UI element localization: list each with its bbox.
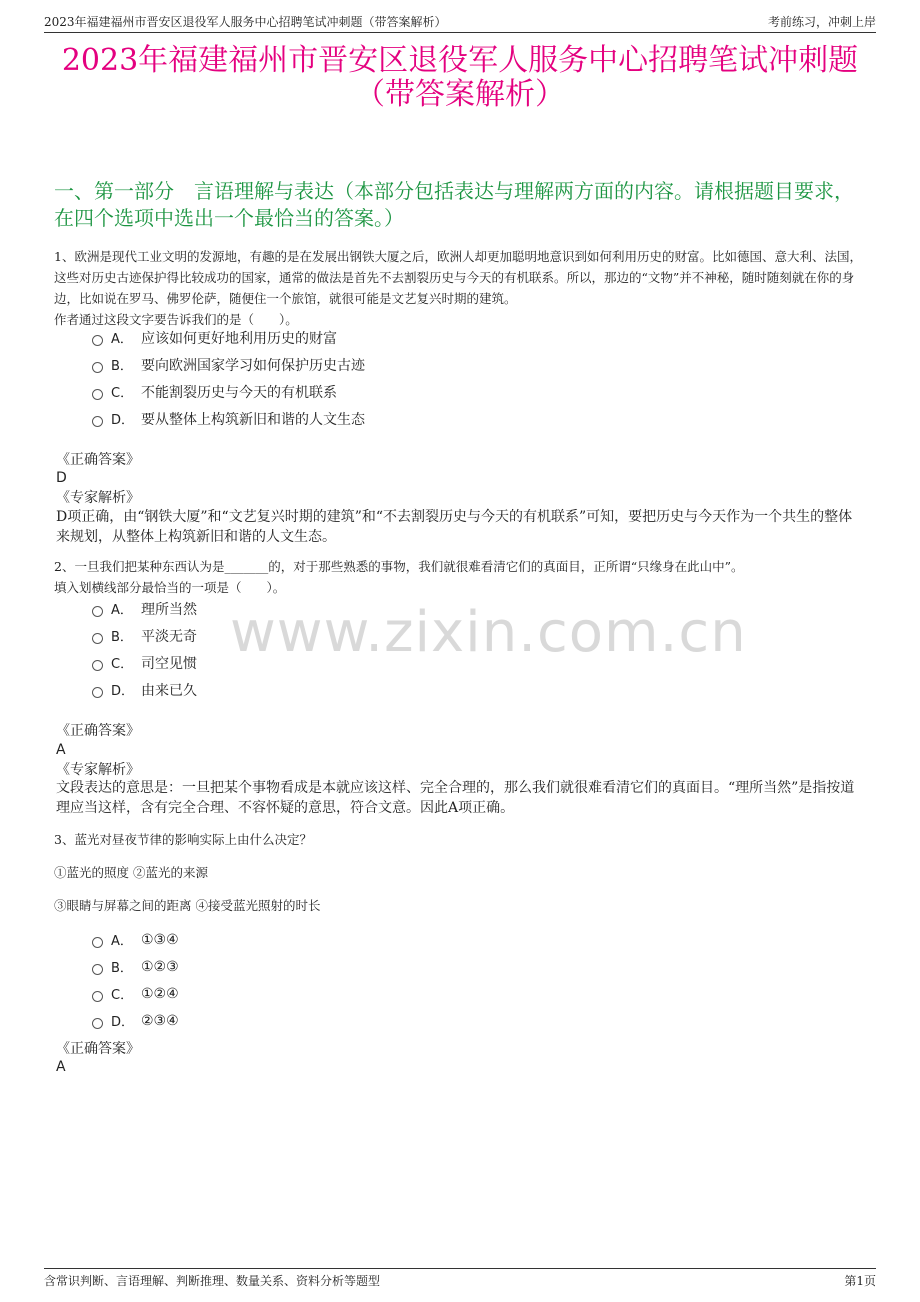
question-1-stem [54, 246, 872, 330]
question-3-sub-line-2: ③眼睛与屏幕之间的距离 ④接受蓝光照射的时长 [54, 898, 321, 913]
radio-icon[interactable] [92, 606, 103, 617]
question-1-text: 1、欧洲是现代工业文明的发源地，有趣的是在发展出钢铁大厦之后，欧洲人却更加聪明地意识到如何利用历史的财富。比如德国、意大利、法国，这些对历史古迹保护得比较成功的国家，通常的做法是首先不去割裂历史与今天的有机联系。所以，那边的“文物”并不神秘，随时随刻就在你的身边，比如说在罗马、佛罗伦萨，随便住一个旅馆，就很可能是文艺复兴时期的建筑。 [54, 249, 862, 306]
question-2-analysis-label: 《专家解析》 [56, 762, 140, 778]
page-number: 第1页 [844, 1274, 876, 1288]
running-footer [44, 1268, 876, 1289]
question-1-option-a[interactable]: A． 应该如何更好地利用历史的财富 [92, 324, 792, 351]
page-title-line-2: （带答案解析） [355, 77, 565, 112]
header-slogan: 考前练习，冲刺上岸 [767, 15, 876, 29]
question-1-option-b[interactable]: B． 要向欧洲国家学习如何保护历史古迹 [92, 351, 792, 378]
footer-description: 含常识判断、言语理解、判断推理、数量关系、资料分析等题型 [44, 1274, 381, 1288]
question-1-answer-label: 《正确答案》 [56, 452, 140, 468]
radio-icon[interactable] [92, 991, 103, 1002]
question-1-options [92, 324, 792, 432]
question-1-option-c[interactable]: C． 不能割裂历史与今天的有机联系 [92, 378, 792, 405]
header-document-title: 2023年福建福州市晋安区退役军人服务中心招聘笔试冲刺题（带答案解析） [44, 15, 447, 29]
question-2-option-d[interactable]: D． 由来已久 [92, 676, 792, 703]
radio-icon[interactable] [92, 964, 103, 975]
radio-icon[interactable] [92, 362, 103, 373]
question-1-analysis: D项正确，由“钢铁大厦”和“文艺复兴时期的建筑”和“不去割裂历史与今天的有机联系”可知，要把历史与今天作为一个共生的整体来规划，从整体上构筑新旧和谐的人文生态。 [56, 509, 853, 545]
question-1-answer: D [56, 470, 67, 486]
page-title-line-1: 2023年福建福州市晋安区退役军人服务中心招聘笔试冲刺题 [61, 43, 859, 78]
question-3-options [92, 926, 792, 1034]
question-3-answer-label: 《正确答案》 [56, 1041, 140, 1057]
question-3-stem: 3、蓝光对昼夜节律的影响实际上由什么决定？ [54, 832, 312, 847]
question-2-option-b[interactable]: B． 平淡无奇 [92, 622, 792, 649]
question-2-prompt: 填入划横线部分最恰当的一项是（ ）。 [54, 580, 286, 595]
question-3-sub-line-1: ①蓝光的照度 ②蓝光的来源 [54, 865, 208, 880]
section-heading: 一、第一部分 言语理解与表达（本部分包括表达与理解两方面的内容。请根据题目要求，在四个选项中选出一个最恰当的答案。） [54, 179, 854, 230]
radio-icon[interactable] [92, 335, 103, 346]
page-title [40, 44, 880, 112]
question-2-stem [54, 556, 872, 598]
radio-icon[interactable] [92, 937, 103, 948]
question-3-answer: A [56, 1059, 66, 1075]
question-2-answer: A [56, 742, 66, 758]
radio-icon[interactable] [92, 389, 103, 400]
question-2-analysis: 文段表达的意思是：一旦把某个事物看成是本就应该这样、完全合理的，那么我们就很难看清它们的真面目。“理所当然”是指按道理应当这样，含有完全合理、不容怀疑的意思，符合文意。因此A项正确。 [56, 780, 855, 816]
running-header [44, 12, 876, 33]
watermark: www.zixin.com.cn [230, 600, 747, 665]
question-3-option-c[interactable]: C． ①②④ [92, 980, 792, 1007]
radio-icon[interactable] [92, 633, 103, 644]
question-3-option-a[interactable]: A． ①③④ [92, 926, 792, 953]
question-3-option-d[interactable]: D． ②③④ [92, 1007, 792, 1034]
radio-icon[interactable] [92, 416, 103, 427]
question-1-prompt: 作者通过这段文字要告诉我们的是（ ）。 [54, 312, 298, 327]
question-2-answer-label: 《正确答案》 [56, 723, 140, 739]
question-3-option-b[interactable]: B． ①②③ [92, 953, 792, 980]
question-1-analysis-label: 《专家解析》 [56, 490, 140, 506]
radio-icon[interactable] [92, 1018, 103, 1029]
question-2-option-c[interactable]: C． 司空见惯 [92, 649, 792, 676]
question-2-option-a[interactable]: A． 理所当然 [92, 595, 792, 622]
radio-icon[interactable] [92, 687, 103, 698]
radio-icon[interactable] [92, 660, 103, 671]
question-1-option-d[interactable]: D． 要从整体上构筑新旧和谐的人文生态 [92, 405, 792, 432]
question-2-options [92, 595, 792, 703]
question-2-text: 2、一旦我们把某种东西认为是_______的，对于那些熟悉的事物，我们就很难看清它们的真面目，正所谓“只缘身在此山中”。 [54, 559, 744, 574]
